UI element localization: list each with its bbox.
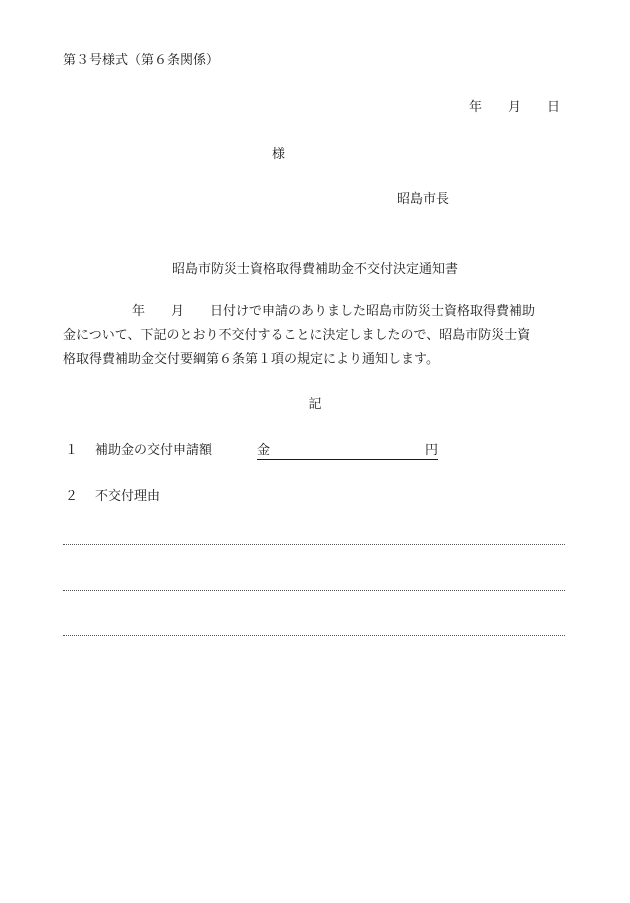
date-year-label: 年 [468,100,482,115]
date-day-label: 日 [546,100,560,115]
item-2-label: 不交付理由 [95,489,161,504]
item-1-number: １ [65,443,79,458]
item-2-number: ２ [65,489,79,504]
body-line-1-text: 日付けで申請のありました昭島市防災士資格取得費補助 [210,304,536,319]
reason-line-3 [63,635,565,636]
date-month-label: 月 [507,100,521,115]
sender: 昭島市長 [397,192,450,207]
item-2 [63,485,160,504]
amount-prefix: 金 [257,443,271,458]
body-year-label: 年 [132,304,146,319]
notice-body [63,300,568,372]
document-title: 昭島市防災士資格取得費補助金不交付決定通知書 [171,262,458,277]
date-line [469,96,560,115]
item-1-label: 補助金の交付申請額 [95,443,213,458]
reason-line-2 [63,590,565,591]
reason-line-1 [63,544,565,545]
amount-suffix: 円 [424,443,438,458]
item-1 [63,439,212,458]
body-line-1 [63,300,568,324]
amount-field [257,439,438,460]
ki-heading: 記 [308,397,322,412]
body-line-3: 格取得費補助金交付要綱第６条第１項の規定により通知します。 [63,352,439,367]
form-number: 第３号様式（第６条関係） [63,53,220,68]
body-month-label: 月 [171,304,185,319]
addressee-suffix: 様 [272,147,286,162]
body-line-2: 金について、下記のとおり不交付することに決定しましたので、昭島市防災士資 [63,328,531,343]
